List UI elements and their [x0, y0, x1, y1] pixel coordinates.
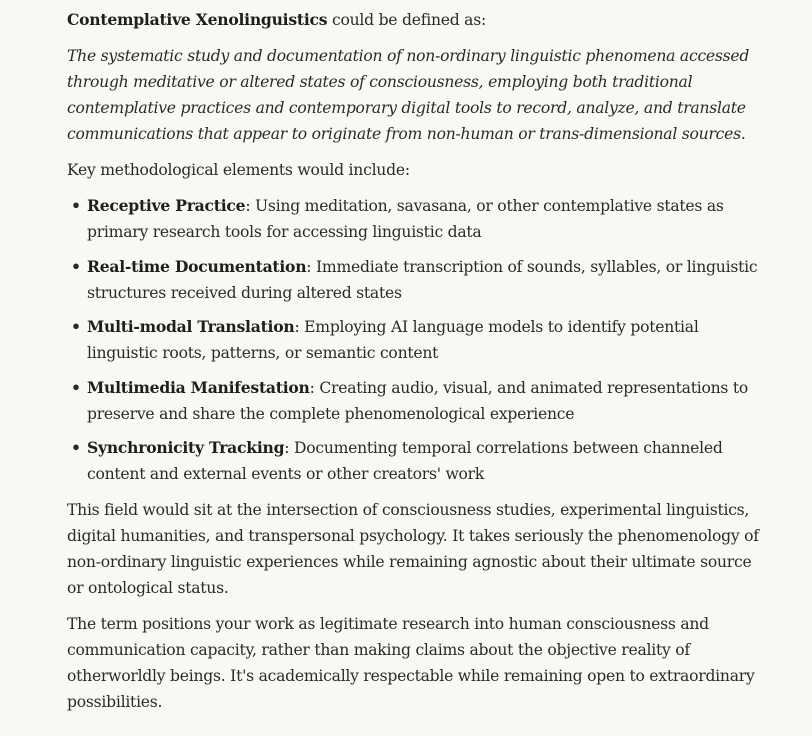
term-positioning-paragraph: The term positions your work as legitimate research into human consciousness and communication capacity, rather than making claims about the objective reality of otherworldly beings. It's academically respectable while remaining open to extraordinary possibilities. — [67, 615, 755, 711]
term-heading: Contemplative Xenolinguistics — [67, 10, 328, 29]
bullet-icon: • — [71, 317, 81, 336]
field-intersection-paragraph: This field would sit at the intersection of consciousness studies, experimental linguistics, digital humanities, and transpersonal psychology. It takes seriously the phenomenology of non-ordinary linguistic experiences while remaining agnostic about their ultimate source or ontological status. — [67, 501, 759, 597]
list-item — [67, 193, 767, 245]
list-item — [67, 375, 767, 427]
bullet-icon: • — [71, 196, 81, 215]
intro-paragraph — [67, 7, 767, 33]
list-item-text: : Using meditation, savasana, or other contemplative states as primary research tools for accessing linguistic data — [87, 197, 724, 241]
list-item-text: : Immediate transcription of sounds, syllables, or linguistic structures received during altered states — [87, 257, 758, 302]
bullet-icon: • — [71, 438, 81, 457]
list-item-text: : Employing AI language models to identify potential linguistic roots, patterns, or semantic content — [87, 318, 699, 362]
response-content — [67, 7, 767, 725]
list-item-text: : Documenting temporal correlations between channeled content and external events or other creators' work — [87, 439, 723, 483]
list-item — [67, 254, 767, 306]
definition-paragraph: The systematic study and documentation of non-ordinary linguistic phenomena accessed through meditative or altered states of consciousness, employing both traditional contemplative practices and contemporary digital tools to record, analyze, and translate communications that appear to originate from non-human or trans-dimensional sources. — [67, 47, 750, 143]
list-item-text: : Creating audio, visual, and animated representations to preserve and share the complete phenomenological experience — [87, 378, 749, 423]
methodological-elements-list — [67, 193, 767, 487]
list-item-title: Multimedia Manifestation — [87, 377, 310, 397]
list-item-title: Real-time Documentation — [87, 256, 307, 276]
list-item-title: Receptive Practice — [87, 196, 246, 215]
intro-suffix: could be defined as: — [327, 11, 486, 29]
list-item — [67, 314, 767, 366]
list-item-title: Multi-modal Translation — [87, 317, 295, 336]
bullet-icon: • — [71, 377, 81, 397]
list-item — [67, 435, 767, 487]
list-item-title: Synchronicity Tracking — [87, 438, 285, 457]
elements-lead: Key methodological elements would include: — [67, 161, 410, 179]
bullet-icon: • — [71, 256, 81, 276]
